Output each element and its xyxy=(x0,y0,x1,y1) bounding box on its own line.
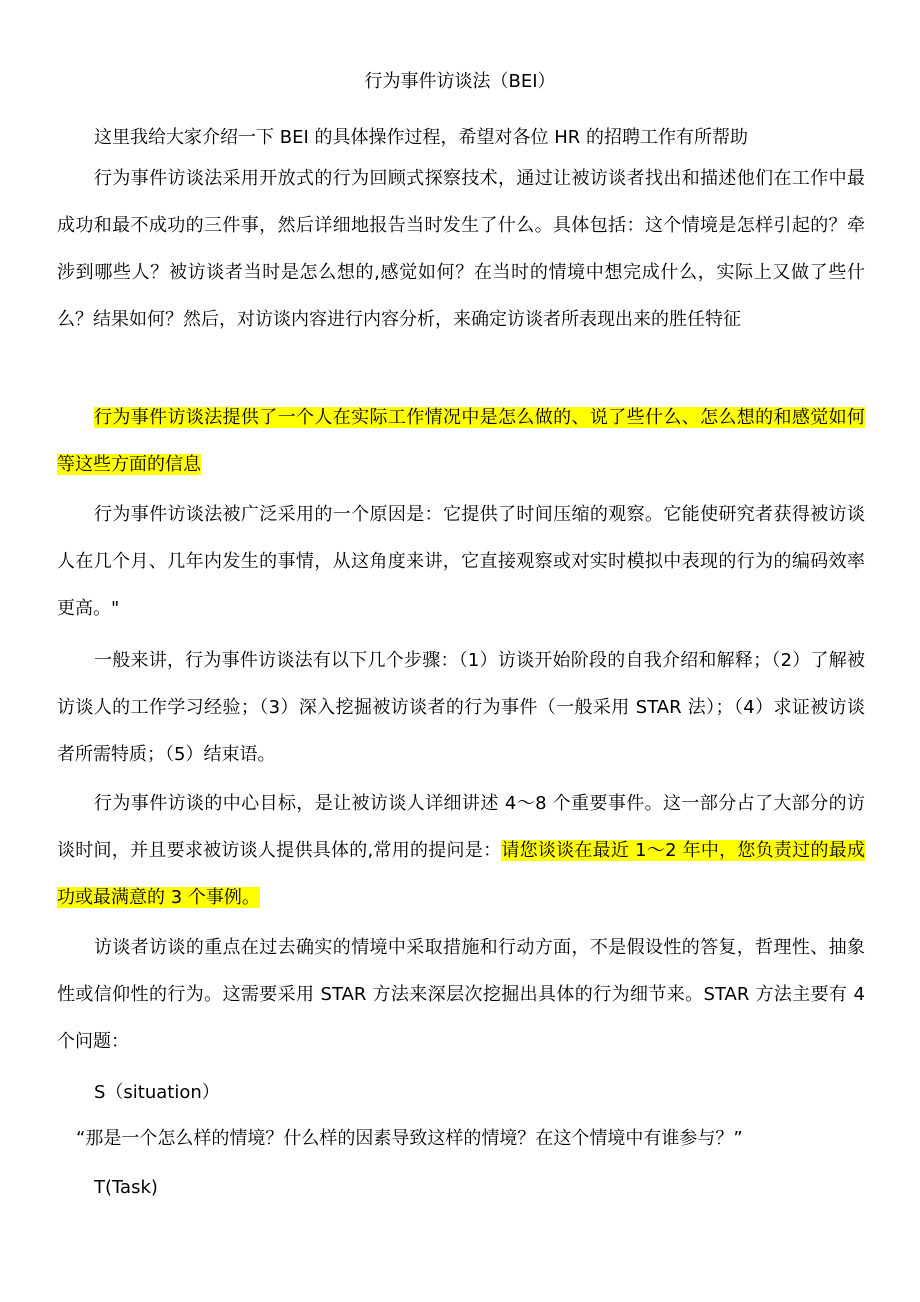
star-s-heading: S（situation） xyxy=(94,1082,220,1103)
document-title: 行为事件访谈法（BEI） xyxy=(364,71,556,92)
reason-paragraph: 行为事件访谈法被广泛采用的一个原因是：它提供了时间压缩的观察。它能使研究者获得被访谈人在几个月、几年内发生的事情，从这角度来讲，它直接观察或对实时模拟中表现的行为的编码效率更高。" xyxy=(57,504,865,619)
steps-paragraph: 一般来讲，行为事件访谈法有以下几个步骤：（1）访谈开始阶段的自我介绍和解释；（2）了解被访谈人的工作学习经验；（3）深入挖掘被访谈者的行为事件（一般采用 STAR 法）；（4）求证被访谈者所需特质；（5）结束语。 xyxy=(57,650,865,765)
highlighted-paragraph xyxy=(57,394,865,488)
central-goal-text: 行为事件访谈的中心目标，是让被访谈人详细讲述 4～8 个重要事件。这一部分占了大部分的访谈时间，并且要求被访谈人提供具体的,常用的提问是： xyxy=(57,793,865,861)
intro-paragraph: 这里我给大家介绍一下 BEI 的具体操作过程，希望对各位 HR 的招聘工作有所帮助 xyxy=(94,127,748,148)
star-s-question: “那是一个怎么样的情境？什么样的因素导致这样的情境？在这个情境中有谁参与？” xyxy=(76,1128,743,1149)
star-t-heading: T(Task) xyxy=(94,1177,158,1198)
bei-description-paragraph: 行为事件访谈法采用开放式的行为回顾式探察技术，通过让被访谈者找出和描述他们在工作中最成功和最不成功的三件事，然后详细地报告当时发生了什么。具体包括：这个情境是怎样引起的？牵涉到哪些人？被访谈者当时是怎么想的,感觉如何？在当时的情境中想完成什么，实际上又做了些什么？结果如何？然后，对访谈内容进行内容分析，来确定访谈者所表现出来的胜任特征 xyxy=(57,168,865,330)
example-question-highlight: 请您谈谈在最近 1～2 年中，您负责过的最成功或最满意的 3 个事例。 xyxy=(57,840,865,908)
highlight-text: 行为事件访谈法提供了一个人在实际工作情况中是怎么做的、说了些什么、怎么想的和感觉如何等这些方面的信息 xyxy=(57,407,865,475)
interview-focus-paragraph: 访谈者访谈的重点在过去确实的情境中采取措施和行动方面，不是假设性的答复，哲理性、抽象性或信仰性的行为。这需要采用 STAR 方法来深层次挖掘出具体的行为细节来。STAR 方法主要有 4 个问题： xyxy=(57,937,865,1052)
central-goal-paragraph xyxy=(57,780,865,921)
